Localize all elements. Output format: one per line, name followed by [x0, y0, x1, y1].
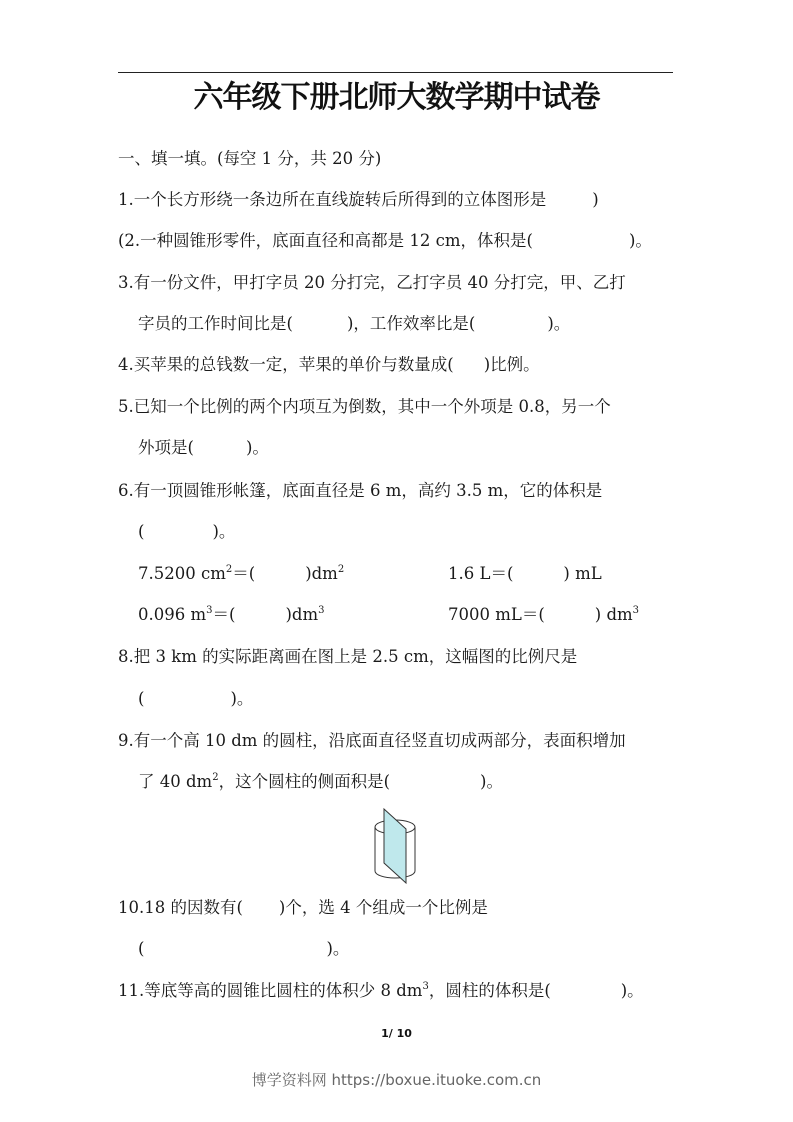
question-2: (2.一种圆锥形零件，底面直径和高都是 12 cm，体积是( )。	[118, 231, 652, 250]
conversion-b: 1.6 L＝( ) mL	[448, 564, 602, 583]
page-title: 六年级下册北师大数学期中试卷	[193, 80, 600, 115]
question-6-line-2: ( )。	[138, 522, 236, 541]
conversion-d: 7000 mL＝( ) $dm^3$	[448, 605, 640, 624]
question-4: 4.买苹果的总钱数一定，苹果的单价与数量成( )比例。	[118, 355, 540, 374]
conversion-c: 0.096 $m^3=$( )$dm^3$	[138, 605, 325, 624]
watermark: 博学资料网 https://boxue.ituoke.com.cn	[251, 1071, 542, 1089]
question-5-line-1: 5.已知一个比例的两个内项互为倒数，其中一个外项是 0.8，另一个	[118, 397, 611, 416]
question-10-line-1: 10.18 的因数有( )个，选 4 个组成一个比例是	[118, 898, 488, 917]
question-8-line-2: ( )。	[138, 689, 254, 708]
question-11: 11.等底等高的圆锥比圆柱的体积少 8 $dm^3$，圆柱的体积是( )。	[118, 981, 644, 1000]
question-9-line-2: 了 40 $dm^2$，这个圆柱的侧面积是( )。	[138, 772, 503, 791]
question-3-line-1: 3.有一份文件，甲打字员 20 分打完，乙打字员 40 分打完，甲、乙打	[118, 273, 626, 292]
question-1: 1.一个长方形绕一条边所在直线旋转后所得到的立体图形是 )	[118, 190, 599, 209]
cylinder-cut-diagram	[365, 805, 425, 885]
question-9-line-1: 9.有一个高 10 dm 的圆柱，沿底面直径竖直切成两部分，表面积增加	[118, 731, 626, 750]
cylinder-icon	[365, 805, 425, 885]
question-7-row-2	[138, 604, 698, 626]
section-heading: 一、填一填。(每空 1 分，共 20 分)	[118, 149, 382, 168]
header-rule	[118, 72, 673, 73]
question-6-line-1: 6.有一顶圆锥形帐篷，底面直径是 6 m，高约 3.5 m，它的体积是	[118, 481, 603, 500]
question-7-row-1	[138, 563, 698, 585]
question-8-line-1: 8.把 3 km 的实际距离画在图上是 2.5 cm，这幅图的比例尺是	[118, 647, 578, 666]
conversion-a: 7.5200 $cm^2=$( )$dm^2$	[138, 564, 345, 583]
question-3-line-2: 字员的工作时间比是( )，工作效率比是( )。	[138, 314, 571, 333]
question-10-line-2: ( )。	[138, 939, 350, 958]
page-number: 1/ 10	[381, 1027, 412, 1040]
question-5-line-2: 外项是( )。	[138, 438, 269, 457]
